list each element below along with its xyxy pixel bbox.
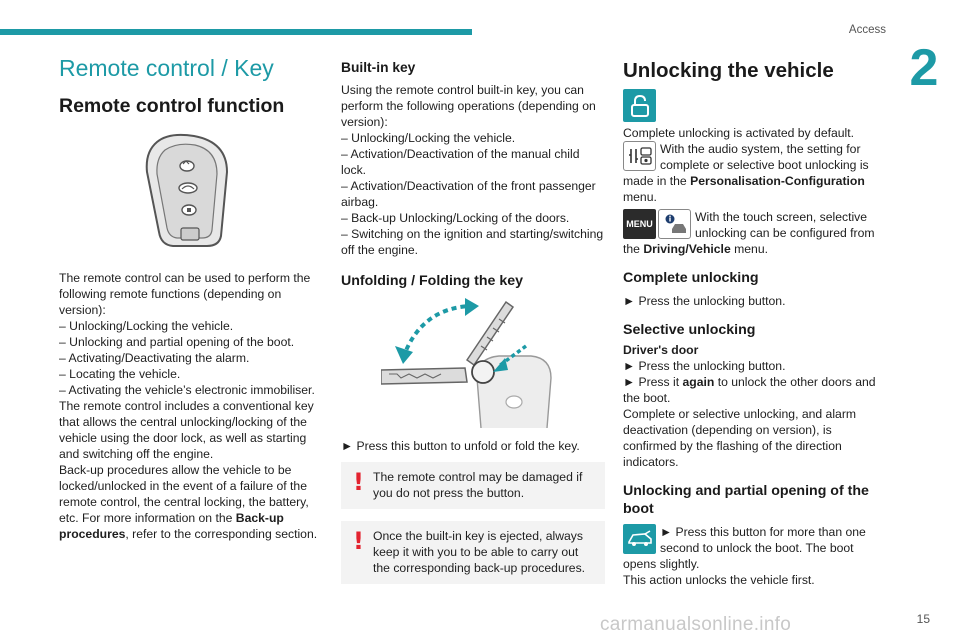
drivers-door-label: Driver's door <box>623 343 699 357</box>
heading-unlocking-vehicle: Unlocking the vehicle <box>623 59 834 82</box>
heading-selective-unlocking: Selective unlocking <box>623 322 756 338</box>
header-accent-bar <box>0 29 472 35</box>
operation-item: – Unlocking/Locking the vehicle. <box>341 131 516 145</box>
selective-unlocking-note: Complete or selective unlocking, and alarm deactivation (depending on version), is confirmed by the flashing of the direction indicators. <box>623 407 857 469</box>
selective-step: ► Press the unlocking button. <box>623 359 786 373</box>
audio-settings-icon <box>623 141 656 171</box>
warning-text: The remote control may be damaged if you do not press the button. <box>373 470 583 500</box>
intro-text: The remote control can be used to perform the following remote functions (depending on version): <box>59 271 311 317</box>
operation-item: – Back-up Unlocking/Locking of the doors. <box>341 211 570 225</box>
unfold-instruction: ► Press this button to unfold or fold the key. <box>341 439 580 453</box>
menu-icon: MENU <box>623 209 656 239</box>
column-built-in-key <box>341 59 605 584</box>
boot-open-icon <box>623 524 656 554</box>
boot-opening-note: This action unlocks the vehicle first. <box>623 573 815 587</box>
heading-remote-control-function: Remote control function <box>59 95 285 117</box>
warning-text: Once the built-in key is ejected, always keep it with you to be able to carry out the corresponding back-up procedures. <box>373 529 586 575</box>
remote-key-icon <box>139 132 239 252</box>
function-item: – Unlocking and partial opening of the boot. <box>59 335 295 349</box>
function-item: – Activating/Deactivating the alarm. <box>59 351 250 365</box>
warning-box <box>341 521 605 584</box>
operation-item: – Activation/Deactivation of the manual child lock. <box>341 147 580 177</box>
column-remote-control <box>59 54 322 542</box>
heading-built-in-key: Built-in key <box>341 60 416 75</box>
function-item: – Unlocking/Locking the vehicle. <box>59 319 234 333</box>
section-title: Remote control / Key <box>59 55 274 81</box>
operation-item: – Switching on the ignition and starting/switching off the engine. <box>341 227 604 257</box>
vehicle-info-icon <box>658 209 691 239</box>
function-item: – Activating the vehicle’s electronic immobiliser. <box>59 383 315 397</box>
built-in-key-intro: Using the remote control built-in key, you can perform the following operations (depending on version): <box>341 83 596 129</box>
touch-screen-text: With the touch screen, selective unlocking can be configured from the Driving/Vehicle menu. <box>623 210 875 256</box>
boot-opening-step: ► Press this button for more than one second to unlock the boot. The boot opens slightly. <box>623 525 866 571</box>
personalisation-menu-name: Personalisation-Configuration <box>690 174 865 188</box>
operation-item: – Activation/Deactivation of the front passenger airbag. <box>341 179 596 209</box>
header-section-title: Access <box>848 24 886 36</box>
page-number: 15 <box>916 612 930 626</box>
heading-unfolding-key: Unfolding / Folding the key <box>341 273 524 289</box>
key-unfold-icon <box>381 298 571 428</box>
selective-step: ► Press it again to unlock the other doors and the boot. <box>623 375 876 405</box>
unlock-icon <box>623 89 656 122</box>
chapter-number: 2 <box>909 39 939 97</box>
remote-control-illustration <box>139 132 239 252</box>
function-item: – Locating the vehicle. <box>59 367 181 381</box>
warning-icon: ! <box>353 527 364 555</box>
column-unlocking <box>623 58 885 588</box>
backup-procedures-link: Back-up procedures <box>59 511 284 541</box>
backup-procedures-text: Back-up procedures allow the vehicle to be locked/unlocked in the event of a failure of the remote control, the central locking, the battery, etc. For more information on the Back-up procedures, refer to the corresponding section. <box>59 463 318 541</box>
complete-unlocking-step: ► Press the unlocking button. <box>623 294 786 308</box>
heading-complete-unlocking: Complete unlocking <box>623 270 759 286</box>
driving-vehicle-menu-name: Driving/Vehicle <box>643 242 731 256</box>
warning-box <box>341 462 605 509</box>
key-unfold-illustration <box>381 298 571 428</box>
watermark-text: carmanualsonline.info <box>600 614 792 635</box>
heading-boot-opening: Unlocking and partial opening of the boot <box>623 483 869 517</box>
conventional-key-text: The remote control includes a conventional key that allows the central unlocking/locking of the vehicle using the door lock, as well as starting and switching off the engine. <box>59 399 314 461</box>
warning-icon: ! <box>353 468 364 496</box>
audio-system-text: With the audio system, the setting for complete or selective boot unlocking is made in the Personalisation-Configuration menu. <box>623 142 869 204</box>
default-unlocking-text: Complete unlocking is activated by default. <box>623 126 855 140</box>
